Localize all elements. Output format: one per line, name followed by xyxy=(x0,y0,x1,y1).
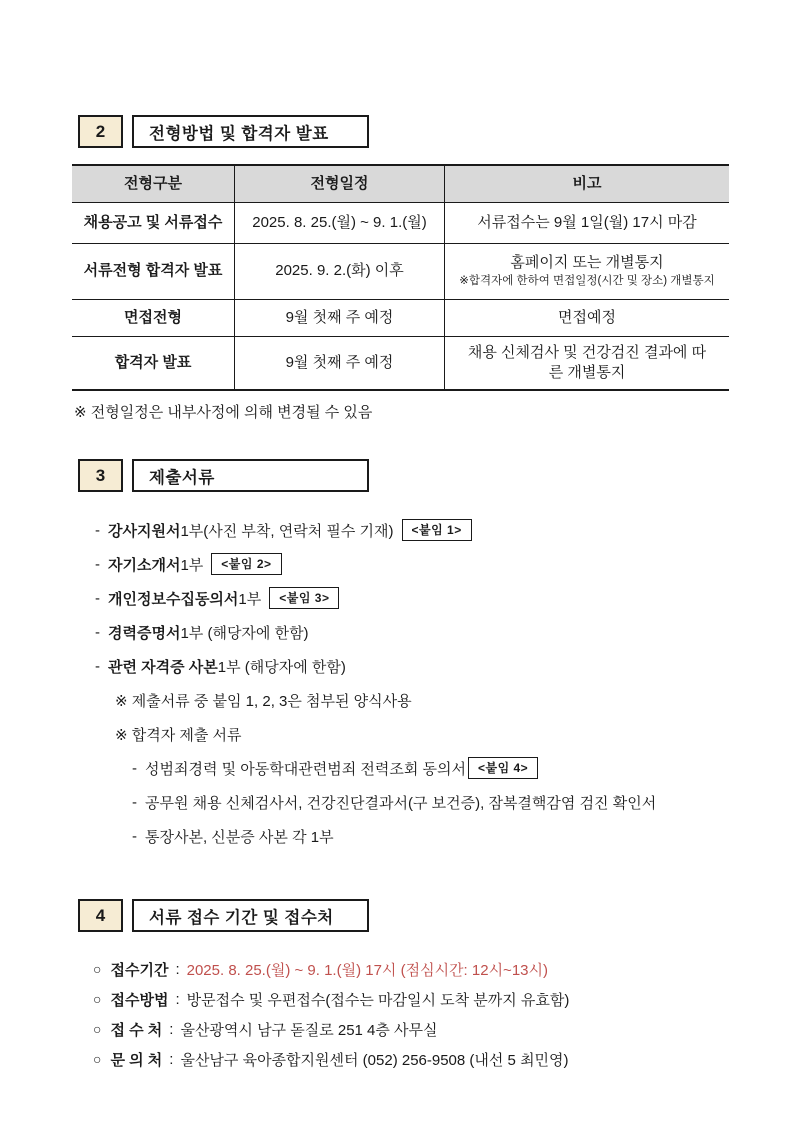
section4-header xyxy=(78,899,793,932)
circle-marker: ○ xyxy=(93,1021,102,1037)
dash-marker: - xyxy=(132,827,137,845)
dash-marker: - xyxy=(95,589,100,607)
field-value: 방문접수 및 우편접수(접수는 마감일시 도착 분까지 유효함) xyxy=(186,991,570,1009)
table-header-type: 전형구분 xyxy=(72,166,235,202)
remark-sub: ※합격자에 한하여 면접일정(시간 및 장소) 개별통지 xyxy=(459,275,715,288)
section2-number-badge: 2 xyxy=(78,115,123,148)
list-item xyxy=(95,649,793,683)
cell-type: 면접전형 xyxy=(72,300,235,336)
circle-marker: ○ xyxy=(93,1051,102,1067)
table-row xyxy=(72,244,729,300)
field-value: 울산남구 육아종합지원센터 (052) 256-9508 (내선 5 최민영) xyxy=(180,1051,569,1069)
doc-detail: 1부 xyxy=(238,590,262,608)
field-label: 접 수 처 xyxy=(110,1021,163,1039)
contact-line xyxy=(93,1044,793,1074)
table-header-schedule: 전형일정 xyxy=(235,166,445,202)
cell-schedule: 9월 첫째 주 예정 xyxy=(235,337,445,389)
selection-schedule-table xyxy=(72,164,729,391)
list-item xyxy=(95,513,793,547)
field-label: 문 의 처 xyxy=(110,1051,163,1069)
attachment-tag-3: <붙임 3> xyxy=(269,587,339,609)
doc-detail: 공무원 채용 신체검사서, 건강진단결과서(구 보건증), 잠복결핵감염 검진 확인서 xyxy=(145,794,657,812)
field-label: 접수기간 xyxy=(110,961,169,979)
remark-main: 홈페이지 또는 개별통지 xyxy=(510,254,664,272)
sub-list-item xyxy=(132,819,793,853)
table-header-remark: 비고 xyxy=(572,174,602,192)
sub-list-item xyxy=(132,751,793,785)
section3-header xyxy=(78,459,793,492)
table-row xyxy=(72,337,729,389)
colon-separator: : xyxy=(175,990,180,1008)
field-value: 울산광역시 남구 돋질로 251 4층 사무실 xyxy=(180,1021,438,1039)
circle-marker: ○ xyxy=(93,991,102,1007)
dash-marker: - xyxy=(95,657,100,675)
cell-type: 서류전형 합격자 발표 xyxy=(72,244,235,299)
colon-separator: : xyxy=(169,1020,174,1038)
circle-marker: ○ xyxy=(93,961,102,977)
doc-detail: 1부 (해당자에 한함) xyxy=(217,658,346,676)
table-row xyxy=(72,203,729,244)
doc-name: 경력증명서 xyxy=(108,624,181,642)
reception-info-list xyxy=(93,954,793,1074)
cell-schedule: 9월 첫째 주 예정 xyxy=(235,300,445,336)
attachment-tag-2: <붙임 2> xyxy=(211,553,281,575)
doc-detail: 1부 (해당자에 한함) xyxy=(180,624,309,642)
field-label: 접수방법 xyxy=(110,991,169,1009)
section4-title: 서류 접수 기간 및 접수처 xyxy=(132,899,369,932)
schedule-change-note: ※ 전형일정은 내부사정에 의해 변경될 수 있음 xyxy=(74,404,373,421)
colon-separator: : xyxy=(169,1050,174,1068)
field-value-highlight: 2025. 8. 25.(월) ~ 9. 1.(월) 17시 (점심시간: 12시~13시) xyxy=(186,961,548,979)
sub-list-item xyxy=(132,785,793,819)
doc-name: 개인정보수집동의서 xyxy=(108,590,239,608)
cell-remark: 서류접수는 9월 1일(월) 17시 마감 xyxy=(477,213,697,231)
remark-main: 채용 신체검사 및 건강검진 결과에 따른 개별통지 xyxy=(467,343,707,381)
colon-separator: : xyxy=(175,960,180,978)
table-row xyxy=(72,300,729,337)
section3-number-badge: 3 xyxy=(78,459,123,492)
cell-remark xyxy=(445,244,729,299)
attachment-tag-4: <붙임 4> xyxy=(468,757,538,779)
section2-header xyxy=(78,115,793,148)
list-item xyxy=(95,547,793,581)
note-line: ※ 합격자 제출 서류 xyxy=(115,726,242,744)
doc-detail: 성범죄경력 및 아동학대관련범죄 전력조회 동의서 xyxy=(145,760,466,778)
cell-schedule: 2025. 9. 2.(화) 이후 xyxy=(235,244,445,299)
doc-name: 자기소개서 xyxy=(108,556,181,574)
dash-marker: - xyxy=(132,759,137,777)
dash-marker: - xyxy=(95,555,100,573)
submission-documents-list xyxy=(95,513,793,853)
dash-marker: - xyxy=(95,521,100,539)
attachment-tag-1: <붙임 1> xyxy=(402,519,472,541)
section4-number-badge: 4 xyxy=(78,899,123,932)
doc-detail: 통장사본, 신분증 사본 각 1부 xyxy=(145,828,334,846)
cell-remark xyxy=(445,337,729,389)
cell-schedule: 2025. 8. 25.(월) ~ 9. 1.(월) xyxy=(235,203,445,243)
table-header-row xyxy=(72,166,729,203)
cell-type: 합격자 발표 xyxy=(72,337,235,389)
doc-detail: 1부 xyxy=(180,556,204,574)
doc-name: 관련 자격증 사본 xyxy=(108,658,218,676)
doc-name: 강사지원서 xyxy=(108,522,181,540)
cell-type: 채용공고 및 서류접수 xyxy=(72,203,235,243)
doc-detail: 1부(사진 부착, 연락처 필수 기재) xyxy=(180,522,394,540)
dash-marker: - xyxy=(95,623,100,641)
list-item xyxy=(95,615,793,649)
cell-remark: 면접예정 xyxy=(558,308,616,326)
section2-title: 전형방법 및 합격자 발표 xyxy=(132,115,369,148)
note-line: ※ 제출서류 중 붙임 1, 2, 3은 첨부된 양식사용 xyxy=(115,692,412,710)
list-item xyxy=(95,581,793,615)
reception-place-line xyxy=(93,1014,793,1044)
section3-title: 제출서류 xyxy=(132,459,369,492)
reception-period-line xyxy=(93,954,793,984)
dash-marker: - xyxy=(132,793,137,811)
reception-method-line xyxy=(93,984,793,1014)
